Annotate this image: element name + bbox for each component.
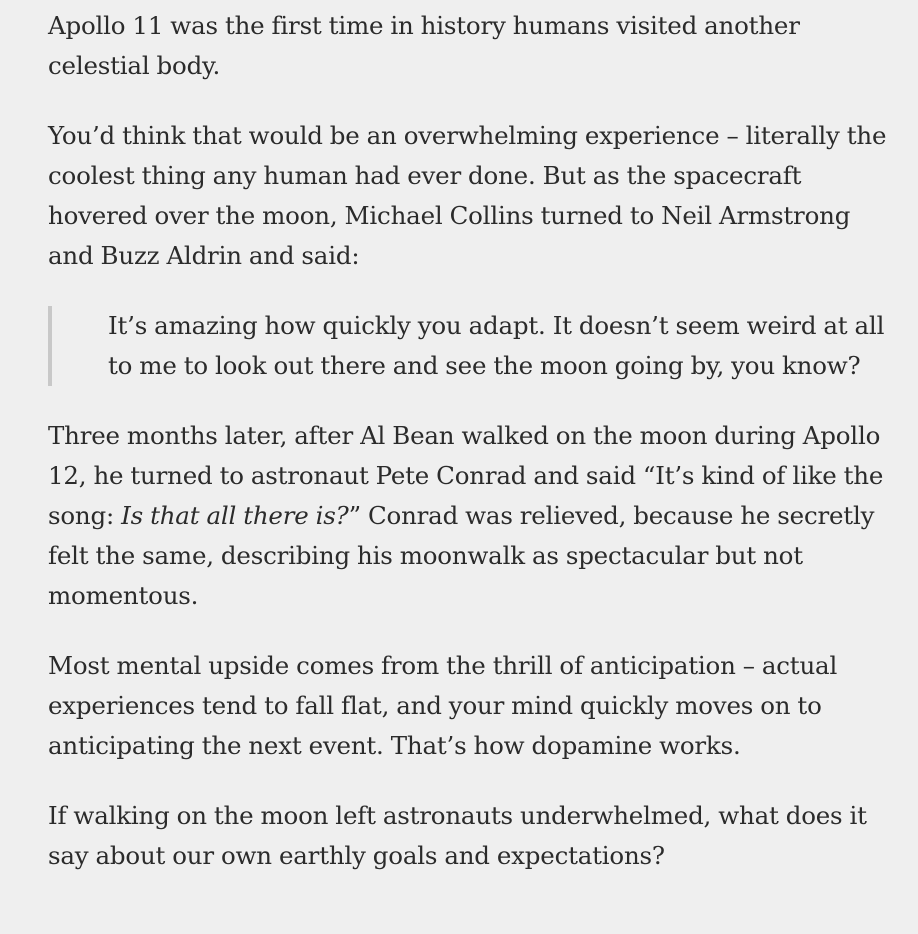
- blockquote-collins: [48, 306, 898, 386]
- paragraph-collins-intro: You’d think that would be an overwhelming experience – literally the coolest thing any human had ever done. But as the spacecraft hovered over the moon, Michael Collins turned to Neil Armstrong and Buzz Aldrin and said:: [48, 121, 887, 270]
- paragraph-closing-question: If walking on the moon left astronauts underwhelmed, what does it say about our own earthly goals and expectations?: [48, 801, 867, 870]
- paragraph-apollo-11: Apollo 11 was the first time in history humans visited another celestial body.: [48, 11, 800, 80]
- paragraph-al-bean-text-start: Three months later, after Al Bean walked on the moon during Apollo 12, he turned to astronaut Pete Conrad and said “It’s kind of like the song:: [48, 421, 884, 530]
- paragraph-anticipation: Most mental upside comes from the thrill of anticipation – actual experiences tend to fall flat, and your mind quickly moves on to anticipating the next event. That’s how dopamine works.: [48, 651, 838, 760]
- paragraph-al-bean: [48, 416, 898, 616]
- song-title: Is that all there is?: [121, 501, 349, 530]
- paragraph-al-bean-text-end: ” Conrad was relieved, because he secretly felt the same, describing his moonwalk as spectacular but not momentous.: [48, 501, 875, 610]
- blockquote-text: It’s amazing how quickly you adapt. It doesn’t seem weird at all to me to look out there and see the moon going by, you know?: [108, 311, 885, 380]
